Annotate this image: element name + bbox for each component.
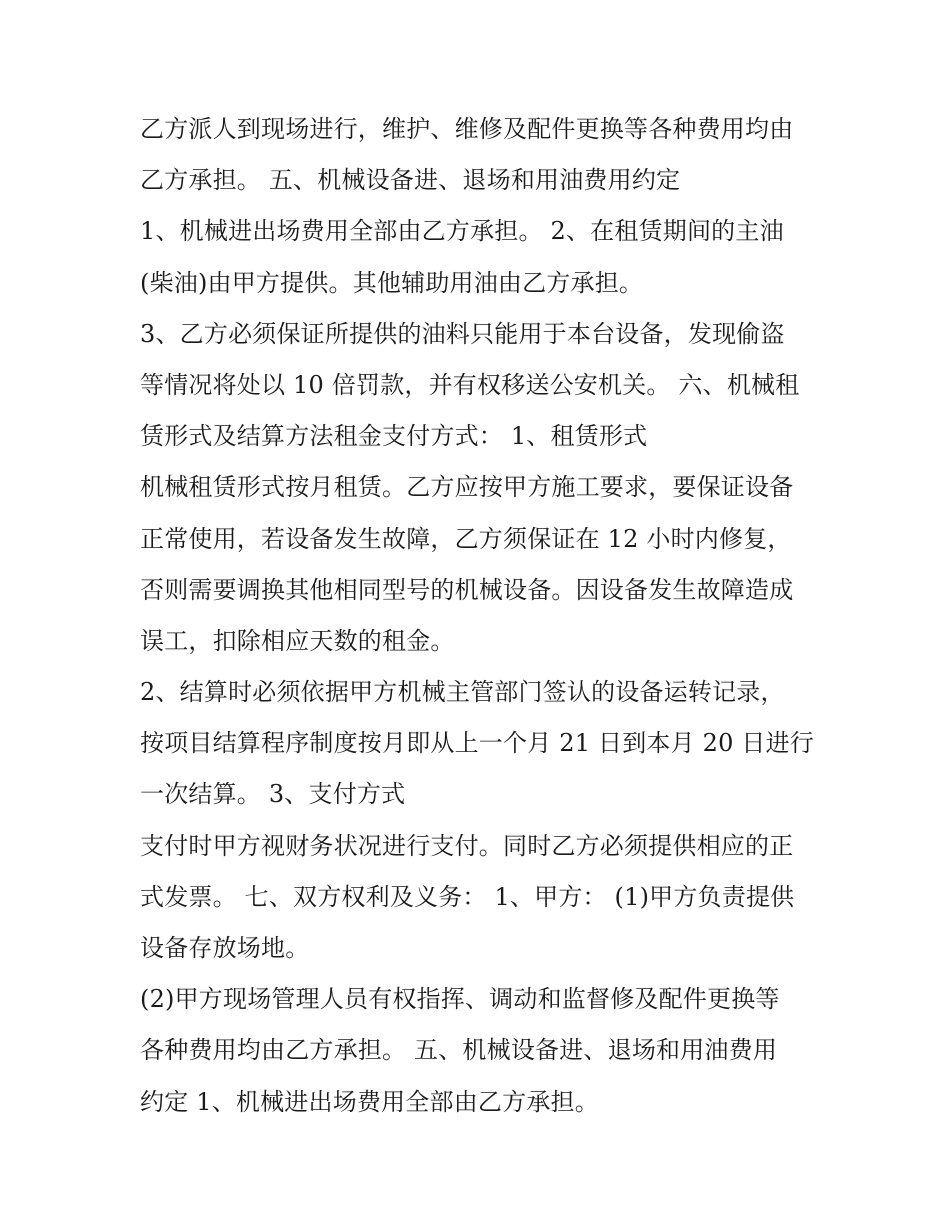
text-line: 乙方承担。 五、机械设备进、退场和用油费用约定 xyxy=(140,166,681,195)
text-line: 机械租赁形式按月租赁。乙方应按甲方施工要求，要保证设备 xyxy=(140,473,794,502)
text-line: 否则需要调换其他相同型号的机械设备。因设备发生故障造成 xyxy=(140,575,794,604)
text-line: 赁形式及结算方法租金支付方式： 1、租赁形式 xyxy=(140,422,648,451)
text-line: 设备存放场地。 xyxy=(140,934,310,962)
text-line: 约定 1、机械进出场费用全部由乙方承担。 xyxy=(140,1087,599,1116)
text-line: 2、结算时必须依据甲方机械主管部门签认的设备运转记录， xyxy=(140,678,785,707)
text-line: 正常使用，若设备发生故障，乙方须保证在 12 小时内修复， xyxy=(140,524,792,553)
text-line: 按项目结算程序制度按月即从上一个月 21 日到本月 20 日进行 xyxy=(140,729,814,758)
text-line: 等情况将处以 10 倍罚款，并有权移送公安机关。 六、机械租 xyxy=(140,370,800,399)
document-body xyxy=(140,104,840,1128)
text-line: 支付时甲方视财务状况进行支付。同时乙方必须提供相应的正 xyxy=(140,831,794,860)
text-line: 1、机械进出场费用全部由乙方承担。 2、在租赁期间的主油 xyxy=(140,217,784,246)
text-line: 乙方派人到现场进行，维护、维修及配件更换等各种费用均由 xyxy=(140,115,794,143)
text-line: (柴油)由甲方提供。其他辅助用油由乙方承担。 xyxy=(140,268,644,297)
text-line: 一次结算。 3、支付方式 xyxy=(140,780,406,809)
text-line: 式发票。 七、双方权利及义务： 1、甲方： (1)甲方负责提供 xyxy=(140,882,795,911)
text-line: 误工，扣除相应天数的租金。 xyxy=(140,626,455,655)
text-line: (2)甲方现场管理人员有权指挥、调动和监督修及配件更换等 xyxy=(140,985,780,1014)
text-line: 各种费用均由乙方承担。 五、机械设备进、退场和用油费用 xyxy=(140,1036,778,1065)
text-line: 3、乙方必须保证所提供的油料只能用于本台设备，发现偷盗 xyxy=(140,319,785,348)
